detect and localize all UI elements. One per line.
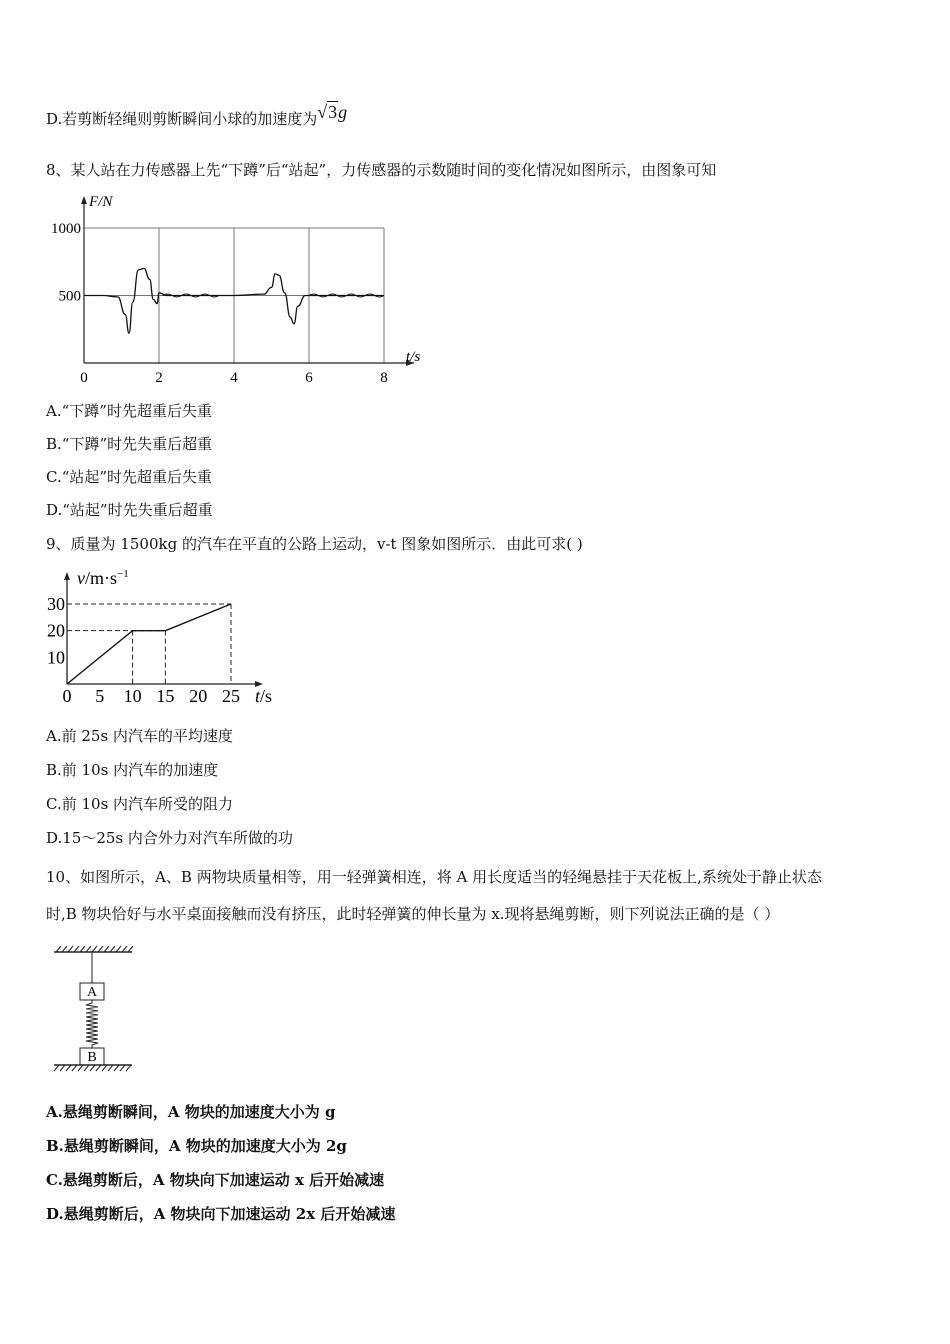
block-a-label: A: [86, 985, 98, 1000]
q9-option-c: C.前 10s 内汽车所受的阻力: [46, 795, 234, 813]
ceiling: [54, 946, 133, 952]
q10-option-d: D.悬绳剪断后，A 物块向下加速运动 2x 后开始减速: [46, 1205, 396, 1223]
x-tick-label: 25: [222, 686, 240, 706]
x-tick-label: 4: [230, 370, 238, 386]
spring-blocks-diagram: [50, 942, 140, 1078]
x-tick-label: 5: [95, 686, 105, 706]
q8-stem: 8、某人站在力传感器上先“下蹲”后“站起”，力传感器的示数随时间的变化情况如图所示，由图象可知: [46, 161, 717, 179]
y-tick-label: 30: [47, 594, 65, 614]
x-axis-label: t/s: [255, 686, 273, 706]
y-axis-arrow: [64, 572, 70, 580]
y-tick-label: 500: [58, 288, 81, 305]
force-time-chart: [44, 188, 444, 392]
q10-option-c: C.悬绳剪断后，A 物块向下加速运动 x 后开始减速: [46, 1171, 385, 1189]
q10-stem-line2: 时,B 物块恰好与水平桌面接触而没有挤压，此时轻弹簧的伸长量为 x.现将悬绳剪断，则下列说法正确的是（ ）: [46, 905, 780, 923]
x-tick-label: 2: [155, 370, 163, 386]
spring-blocks-svg: [50, 942, 140, 1074]
y-tick-label: 1000: [51, 221, 81, 237]
q7-option-d-text: D.若剪断轻绳则剪断瞬间小球的加速度为: [46, 110, 318, 128]
x-tick-label: 0: [80, 370, 88, 386]
y-tick-label: 10: [47, 647, 65, 668]
sqrt-radicand: 3: [328, 102, 338, 122]
force-time-chart-svg: [44, 188, 444, 388]
q8-option-b: B.“下蹲”时先失重后超重: [46, 435, 213, 453]
x-tick-label: 20: [189, 686, 208, 706]
x-tick-label: 6: [305, 370, 313, 386]
sqrt-expression: [317, 102, 348, 128]
block-b-label: B: [87, 1050, 97, 1065]
x-tick-label: 15: [156, 686, 175, 706]
q7-option-d: [46, 102, 348, 129]
y-axis-label: $v/m\cdot s^{-1}$: [77, 568, 129, 588]
velocity-time-chart: [40, 562, 290, 716]
y-axis-label: F/N: [89, 194, 113, 210]
velocity-time-chart-svg: [40, 562, 290, 712]
q9-option-b: B.前 10s 内汽车的加速度: [46, 761, 219, 779]
sqrt-variable: g: [338, 102, 348, 122]
x-tick-label: 8: [380, 370, 388, 386]
q9-stem: 9、质量为 1500kg 的汽车在平直的公路上运动，v-t 图象如图所示．由此可求( ): [46, 535, 583, 553]
q9-option-d: D.15～25s 内合外力对汽车所做的功: [46, 829, 293, 847]
q10-option-b: B.悬绳剪断瞬间，A 物块的加速度大小为 2g: [46, 1137, 347, 1155]
q10-option-a: A.悬绳剪断瞬间，A 物块的加速度大小为 g: [46, 1103, 336, 1121]
x-tick-label: 0: [62, 686, 72, 706]
x-axis-label: t/s: [406, 349, 421, 365]
table-surface: [54, 1065, 132, 1071]
velocity-line: [67, 604, 231, 684]
y-tick-label: 20: [47, 620, 65, 641]
sqrt-radical: √3: [317, 102, 338, 122]
x-tick-label: 10: [123, 686, 142, 706]
y-axis-arrow: [81, 196, 87, 204]
q8-option-a: A.“下蹲”时先超重后失重: [46, 402, 212, 420]
q9-option-a: A.前 25s 内汽车的平均速度: [46, 727, 233, 745]
spring: [86, 1000, 98, 1048]
q10-stem-line1: 10、如图所示，A、B 两物块质量相等，用一轻弹簧相连，将 A 用长度适当的轻绳悬挂于天花板上,系统处于静止状态: [46, 868, 822, 886]
q8-option-d: D.“站起”时先失重后超重: [46, 501, 213, 519]
q8-option-c: C.“站起”时先超重后失重: [46, 468, 213, 486]
